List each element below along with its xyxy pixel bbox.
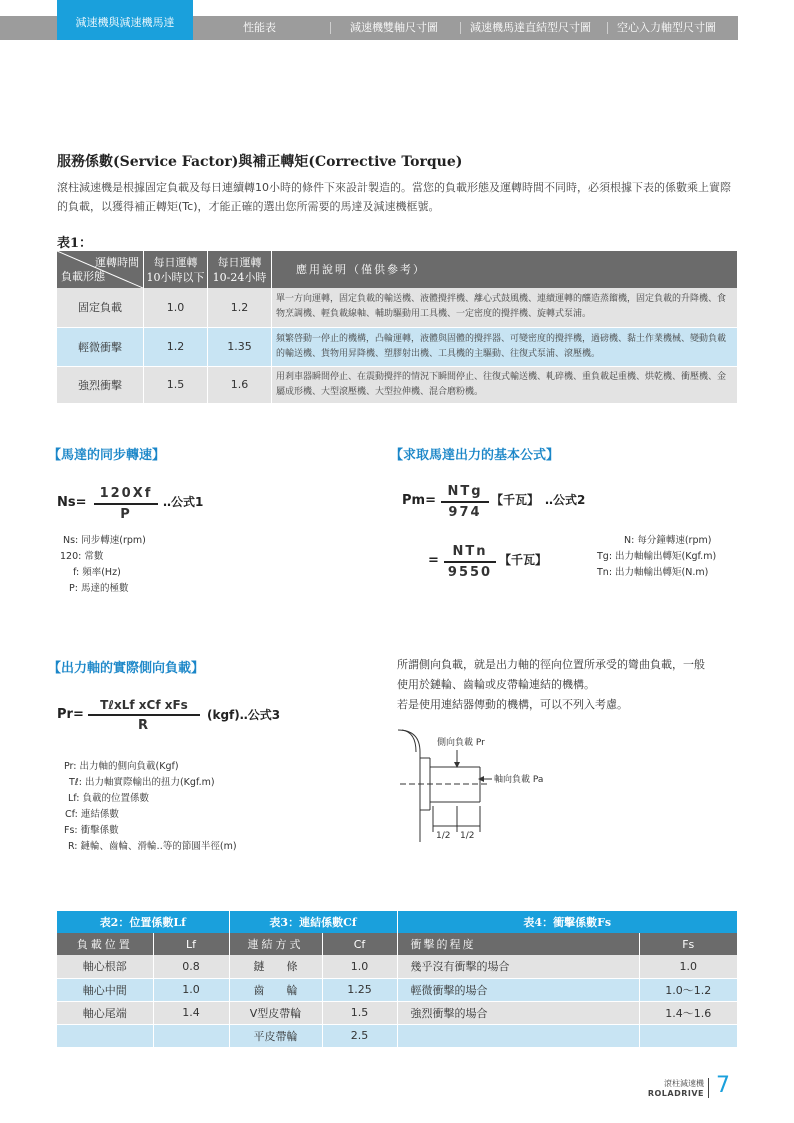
table-row: [57, 327, 738, 366]
formula1-numerator: 120Xf: [99, 486, 153, 501]
formula2-fraction: [441, 484, 489, 520]
position: [57, 1024, 153, 1047]
formula3-fraction: [88, 698, 200, 733]
coupling: 平皮帶輪: [229, 1024, 322, 1047]
formula1-denominator: P: [120, 507, 132, 522]
footer-divider: [708, 1078, 709, 1098]
formula3-note: Fs: 衝擊係數: [64, 825, 119, 836]
formula1-tag: ‥公式1: [163, 495, 204, 509]
formula3-numerator: TℓxLf xCf xFs: [100, 698, 188, 712]
tab-divider: [607, 22, 608, 34]
axial-load-label: 軸向負載 Pa: [494, 775, 544, 785]
radial-explain-line: 若是使用連結器傳動的機構，可以不列入考慮。: [397, 698, 628, 711]
brand-en: ROLADRIVE: [647, 1089, 704, 1098]
tab-performance[interactable]: 性能表: [243, 21, 276, 34]
cf-value: 1.25: [322, 978, 397, 1001]
formula2b-numerator: NTn: [452, 544, 488, 559]
factor-10h: 1.5: [144, 366, 208, 403]
col-header-cf: Cf: [322, 933, 397, 955]
formula2-tag: ‥公式2: [545, 493, 586, 507]
formula1-note: 120: 常數: [60, 551, 104, 562]
tab-divider: [330, 22, 331, 34]
formula1-fraction: [94, 486, 158, 522]
half-length-label: 1/2: [460, 831, 475, 841]
page-title: 服務係數(Service Factor)與補正轉矩(Corrective Torque): [57, 154, 463, 170]
application-desc: 用剎車器瞬間停止、在震動攪拌的情況下瞬間停止、往復式輸送機、軋碎機、重負載起重機、烘乾機、衝壓機、金屬成形機、大型滾壓機、大型拉伸機、混合磨粉機。: [272, 366, 738, 403]
lf-value: [153, 1024, 229, 1047]
service-factor-table: [57, 251, 738, 404]
formula1-lhs: Ns=: [57, 495, 87, 510]
impact-degree: 強烈衝擊的場合: [397, 1001, 639, 1024]
col-header-position: 負載位置: [57, 933, 153, 955]
intro-text: 滾柱減速機是根據固定負載及每日連續轉10小時的條件下來設計製造的。當您的負載形態及運轉時間不同時，必須根據下表的係數乘上實際的負載，以獲得補正轉矩(Tc)，才能正確的選出您所需要的馬達及減速機框號。: [57, 181, 731, 213]
formula3-lhs: Pr=: [57, 707, 84, 722]
tab-divider: [460, 22, 461, 34]
load-type: 輕微衝擊: [57, 327, 144, 366]
formula2-note: Tg: 出力軸輸出轉矩(Kgf.m): [597, 551, 717, 562]
fs-value: 1.4～1.6: [639, 1001, 738, 1024]
tab-gear-reducer[interactable]: 減速機與減速機馬達: [57, 0, 193, 40]
formula2-denominator: 974: [448, 505, 482, 520]
coupling: V型皮帶輪: [229, 1001, 322, 1024]
formula2b-lhs: =: [428, 553, 439, 568]
table1-label: 表1：: [57, 236, 93, 251]
lf-value: 0.8: [153, 955, 229, 978]
fs-value: 1.0～1.2: [639, 978, 738, 1001]
impact-degree: [397, 1024, 639, 1047]
tab-direct-coupled[interactable]: 減速機馬達直結型尺寸圖: [470, 21, 591, 34]
load-type: 固定負載: [57, 288, 144, 327]
fs-value: 1.0: [639, 955, 738, 978]
table-row: [57, 955, 738, 978]
page-number: 7: [716, 1073, 730, 1098]
table-row: [57, 288, 738, 327]
formula2b-fraction: [444, 544, 496, 580]
footer-brand: [648, 1079, 704, 1099]
tab-dual-shaft[interactable]: 減速機雙軸尺寸圖: [350, 21, 438, 34]
fraction-bar: [441, 501, 489, 503]
table1-corner-header: [57, 251, 143, 288]
table-row: [57, 978, 738, 1001]
power-formula-title: 【求取馬達出力的基本公式】: [390, 448, 560, 463]
coupling: 齒 輪: [229, 978, 322, 1001]
table-row: [57, 1024, 738, 1047]
coupling: 鏈 條: [229, 955, 322, 978]
formula2b-unit: 【千瓦】: [499, 553, 548, 567]
formula1-note: f: 頻率(Hz): [73, 567, 121, 578]
radial-load-title: 【出力軸的實際側向負載】: [48, 661, 205, 676]
formula2-unit: 【千瓦】: [491, 493, 540, 507]
application-desc: 頻繁啓動一停止的機構，凸輪運轉，液體與固體的攪拌器、可變密度的攪拌機，過磅機、黏土作業機械、變動負載的輸送機、貨物用昇降機、塑膠射出機、工具機的主驅動、往復式泵浦、滾壓機。: [272, 327, 738, 366]
cf-value: 1.0: [322, 955, 397, 978]
half-length-label: 1/2: [436, 831, 451, 841]
formula1-note: P: 馬達的極數: [69, 583, 129, 594]
factor-10h: 1.2: [144, 327, 208, 366]
brand-cn: 滾柱減速機: [664, 1079, 704, 1088]
fs-value: [639, 1024, 738, 1047]
table3-caption: 表3：連結係數Cf: [229, 911, 397, 933]
corner-top-label: 運轉時間: [95, 256, 139, 269]
factor-10h: 1.0: [144, 288, 208, 327]
col-header-impact: 衝擊的程度: [397, 933, 639, 955]
cf-value: 1.5: [322, 1001, 397, 1024]
impact-degree: 幾乎沒有衝擊的場合: [397, 955, 639, 978]
formula3-note: Lf: 負載的位置係數: [68, 793, 150, 804]
lf-value: 1.4: [153, 1001, 229, 1024]
fraction-bar: [88, 714, 200, 716]
formula2-note: N: 每分鐘轉速(rpm): [624, 535, 712, 546]
formula2-numerator: NTg: [447, 484, 483, 499]
table-row: [57, 1001, 738, 1024]
col-header-24h: 每日運轉 10-24小時: [208, 251, 272, 288]
factor-24h: 1.6: [208, 366, 272, 403]
impact-degree: 輕微衝擊的場合: [397, 978, 639, 1001]
cf-value: 2.5: [322, 1024, 397, 1047]
radial-explain-line: 使用於鏈輪、齒輪或皮帶輪連結的機構。: [397, 678, 595, 691]
formula1-note: Ns: 同步轉速(rpm): [63, 535, 146, 546]
sync-speed-title: 【馬達的同步轉速】: [48, 448, 166, 463]
position: 軸心根部: [57, 955, 153, 978]
col-header-application: 應用說明（僅供參考）: [272, 251, 738, 288]
tab-hollow-input[interactable]: 空心入力軸型尺寸圖: [617, 21, 716, 34]
col-header-lf: Lf: [153, 933, 229, 955]
factor-24h: 1.35: [208, 327, 272, 366]
coefficient-tables: [57, 911, 738, 1048]
position: 軸心中間: [57, 978, 153, 1001]
top-nav: [0, 16, 738, 40]
radial-explain-line: 所謂側向負載，就是出力軸的徑向位置所承受的彎曲負載，一般: [397, 658, 705, 671]
factor-24h: 1.2: [208, 288, 272, 327]
fraction-bar: [444, 561, 496, 563]
lateral-load-label: 側向負載 Pr: [437, 738, 485, 748]
formula3-note: Cf: 連結係數: [65, 809, 119, 820]
col-header-10h: 每日運轉 10小時以下: [144, 251, 208, 288]
formula2b-denominator: 9550: [447, 565, 493, 580]
table4-caption: 表4：衝擊係數Fs: [397, 911, 738, 933]
position: 軸心尾端: [57, 1001, 153, 1024]
formula2-note: Tn: 出力軸輸出轉矩(N.m): [597, 567, 709, 578]
table2-caption: 表2：位置係數Lf: [57, 911, 229, 933]
formula3-note: R: 鏈輪、齒輪、滑輪‥等的節圓半徑(m): [68, 841, 237, 852]
fraction-bar: [94, 503, 158, 505]
lf-value: 1.0: [153, 978, 229, 1001]
formula3-note: Pr: 出力軸的側向負載(Kgf): [64, 761, 179, 772]
col-header-fs: Fs: [639, 933, 738, 955]
corner-bottom-label: 負載形態: [61, 270, 105, 283]
application-desc: 單一方向運轉，固定負載的輸送機、液體攪拌機、離心式鼓風機、連續運轉的釀造蒸餾機，固定負載的升降機、食物烹調機、輕負載線軸、輔助驅動用工具機、一定密度的攪拌機、旋轉式泵浦。: [272, 288, 738, 327]
load-type: 強烈衝擊: [57, 366, 144, 403]
formula3-tag: (kgf)‥公式3: [207, 708, 281, 722]
formula2-lhs: Pm=: [402, 493, 436, 508]
col-header-coupling: 連結方式: [229, 933, 322, 955]
formula3-note: Tℓ: 出力軸實際輸出的扭力(Kgf.m): [69, 777, 215, 788]
formula3-denominator: R: [137, 718, 150, 733]
table-row: [57, 366, 738, 403]
